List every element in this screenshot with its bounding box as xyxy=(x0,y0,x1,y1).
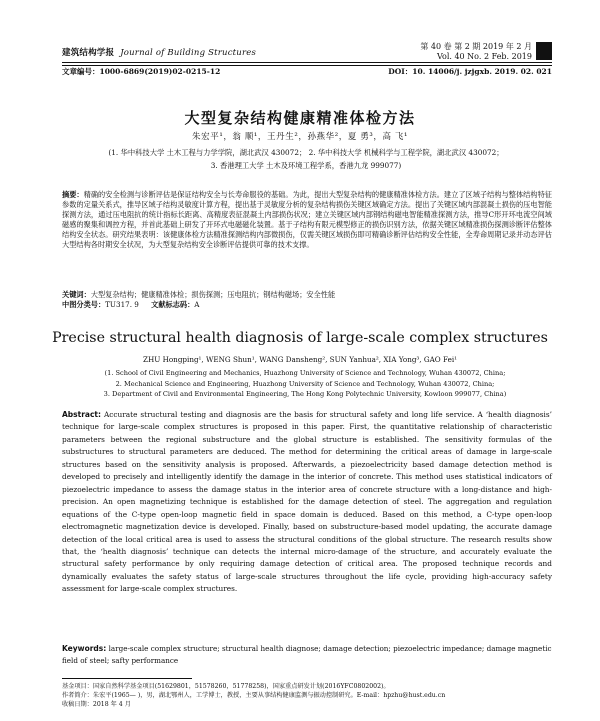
keywords-en-label: Keywords: xyxy=(62,644,107,653)
affiliation-en-line: 2. Mechanical Science and Engineering, Huazhong University of Science and Technology, Wuhan 430072, China; xyxy=(115,379,495,388)
footnote-author: 作者简介：朱宏平(1965— )，男，湖北鄂州人，工学博士，教授，主要从事结构健康监测与振动控制研究。E-mail：hpzhu@hust.edu.cn xyxy=(62,691,446,699)
abstract-cn-label: 摘要： xyxy=(62,190,84,199)
affiliation-en-line: (1. School of Civil Engineering and Mechanics, Huazhong University of Science and Technology, Wuhan 430072, China; xyxy=(104,369,506,377)
affiliation-cn-line: (1. 华中科技大学 土木工程与力学学院，湖北武汉 430072； 2. 华中科技大学 机械科学与工程学院，湖北武汉 430072； xyxy=(108,148,504,157)
abstract-en-label: Abstract: xyxy=(62,410,102,419)
abstract-en-text: Accurate structural testing and diagnosis are the basis for structural safety and long life service. A ‘health diagnosis’ technique for large-scale complex structures is proposed in this paper. First, the quantitative relationship of characteristic parameters between the regional substructure and the global structure is established. The sensitivity formulas of the substructures to structural parameters are deduced. The method for determining the critical areas of damage in large-scale structures based on the sensitivity analysis is proposed. Afterwards, a piezoelectricity based damage detection method is developed to precisely and intelligently identify the damage in the interior of concrete. This method uses statistical indicators of piezoelectric impedance to assess the damage status in the interior area of concrete structure with a long-distance and high-precision. An open magnetizing technique is established for the damage detection of steel. The aggregation and regulation equations of the C-type open-loop magnetic field in space domain is deduced. Based on this method, a C-type open-loop electromagnetic magnetization device is developed. Finally, based on substructure-based model updating, the accurate damage detection of the local critical area is used to assess the structural conditions of the global structure. The research results show that, the ‘health diagnosis’ technique can detects the internal micro-damage of the structure, and accurately evaluate the structural safety performance by only requiring damage detection of critical area. The proposed technique records and dynamically evaluates the safety status of large-scale structures throughout the life cycle, providing high-accuracy safety assessment for large-scale complex structures. xyxy=(62,410,552,594)
keywords-cn-text: 大型复杂结构；健康精准体检；损伤探测；压电阻抗；钢结构磁场；安全性能 xyxy=(90,290,336,299)
footnote-received: 收稿日期：2018 年 4 月 xyxy=(62,700,131,708)
doc-code-group xyxy=(151,300,199,309)
footnote-fund: 基金项目：国家自然科学基金项目(51629801，51578260，51778258)，国家重点研发计划(2016YFC0802002)。 xyxy=(62,683,390,690)
abstract-cn xyxy=(62,190,552,249)
authors-en: ZHU Hongping¹, WENG Shun¹, WANG Dansheng², SUN Yanhua², XIA Yong³, GAO Fei¹ xyxy=(142,355,458,364)
journal-name-cn: 建筑结构学报 xyxy=(62,48,115,58)
abstract-cn-text: 精确的安全检测与诊断评估是保证结构安全与长寿命服役的基础。为此，提出大型复杂结构的健康精准体检方法。建立了区域子结构与整体结构特征参数的定量关系式，推导区域子结构灵敏度计算方程，提出基于灵敏度分析的复杂结构损伤关键区域确定方法。提出了关键区域内部混凝土损伤的压电智能探测方法，通过压电阻抗的统计指标长距离、高精度表征混凝土内部损伤状况；建立关键区域内部钢结构磁电智能精准探测方法，推导C形开环电流空间域磁感的聚集和调控方程，并首此基础上研发了开环式电磁磁化装置。基于子结构有限元模型修正的损伤识别方法，依据关键区域精准损伤探测诊断评估整体结构安全状态。研究结果表明：该健康体检方法精准探测结构内部微损伤，仅需关键区域损伤即可精确诊断评估结构安全性能，全寿命周期记录并动态评估大型结构各时期安全状况，为大型复杂结构安全诊断评估提供可靠的技术支撑。 xyxy=(62,190,552,249)
volume-info xyxy=(420,42,532,62)
clc-group xyxy=(62,300,139,309)
abstract-en xyxy=(62,409,552,596)
keywords-cn-label: 关键词： xyxy=(62,290,91,299)
volume-cn: 第 40 卷 第 2 期 2019 年 2 月 xyxy=(420,42,532,51)
title-en: Precise structural health diagnosis of large-scale complex structures xyxy=(52,330,548,346)
article-number: 文章编号：1000-6869(2019)02-0215-12 xyxy=(62,67,221,76)
affiliation-en-line: 3. Department of Civil and Environmental Engineering, The Hong Kong Polytechnic University, Kowloon 999077, China) xyxy=(103,390,507,398)
header-rule xyxy=(62,62,552,63)
keywords-en-text: large-scale complex structure; structural health diagnose; damage detection; piezoelectric impedance; damage magnetic field of steel; safty performance xyxy=(62,644,552,666)
classification xyxy=(62,300,552,310)
footnotes xyxy=(62,683,552,709)
doc-code-label: 文献标志码： xyxy=(151,300,195,309)
keywords-en xyxy=(62,643,552,668)
affiliations-cn xyxy=(66,146,546,172)
journal-logo-box xyxy=(536,42,552,60)
clc-label: 中图分类号： xyxy=(62,300,106,309)
doi: DOI：10. 14006/j. jzjgxb. 2019. 02. 021 xyxy=(388,67,552,76)
title-cn: 大型复杂结构健康精准体检方法 xyxy=(184,109,416,127)
clc-value: TU317. 9 xyxy=(105,300,139,309)
authors-cn: 朱宏平¹，翁 顺¹，王丹生²，孙燕华²，夏 勇³，高 飞¹ xyxy=(192,132,408,142)
doc-code-value: A xyxy=(194,300,200,309)
journal-name xyxy=(62,46,256,58)
keywords-cn xyxy=(62,290,552,300)
footnote-rule xyxy=(62,678,192,679)
journal-name-en: Journal of Building Structures xyxy=(120,48,257,58)
affiliation-cn-line: 3. 香港理工大学 土木及环境工程学系，香港九龙 999077) xyxy=(210,161,402,170)
volume-en: Vol. 40 No. 2 Feb. 2019 xyxy=(436,52,532,61)
affiliations-en xyxy=(70,368,540,400)
